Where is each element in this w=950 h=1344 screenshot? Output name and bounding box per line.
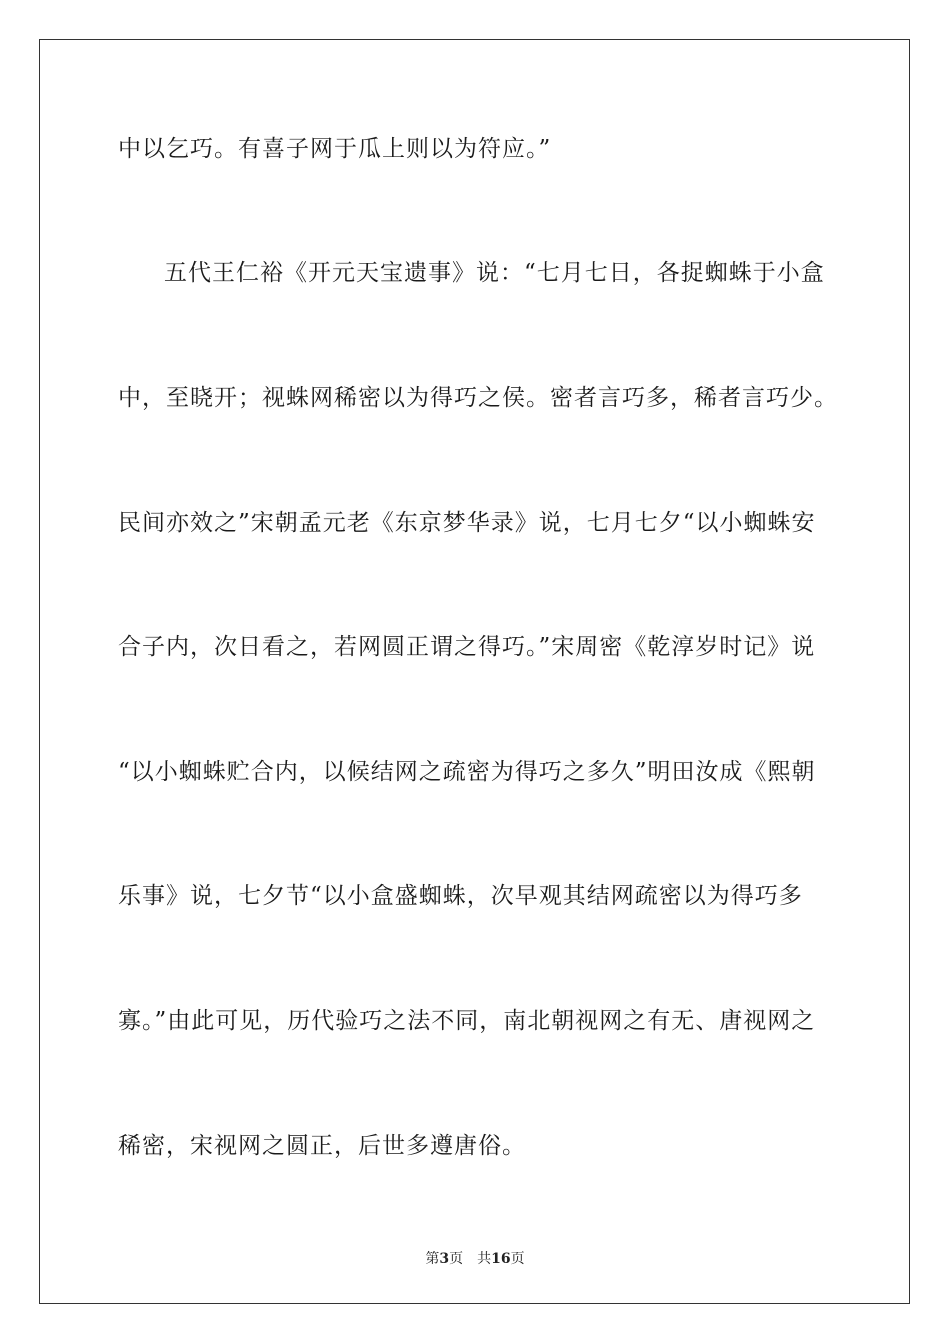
page-prefix: 第 [425,1251,440,1267]
total-prefix: 共 [477,1251,492,1267]
paragraph-line-6: “以小蜘蛛贮合内，以候结网之疏密为得巧之多久”明田汝成《熙朝 [118,759,816,785]
paragraph-line-4: 民间亦效之”宋朝孟元老《东京梦华录》说，七月七夕“以小蜘蛛安 [118,510,816,536]
page-footer [0,1248,950,1268]
page-suffix: 页 [449,1251,464,1267]
paragraph-line-7: 乐事》说，七夕节“以小盒盛蜘蛛，次早观其结网疏密以为得巧多 [118,883,803,909]
paragraph-line-8: 寡。”由此可见，历代验巧之法不同，南北朝视网之有无、唐视网之 [118,1008,816,1034]
total-pages: 16 [491,1251,511,1267]
total-suffix: 页 [510,1251,525,1267]
paragraph-line-1: 中以乞巧。有喜子网于瓜上则以为符应。” [118,136,552,162]
page-number: 3 [439,1251,450,1267]
page-border [39,39,910,1304]
paragraph-line-3: 中，至晓开；视蛛网稀密以为得巧之侯。密者言巧多，稀者言巧少。 [118,385,838,411]
paragraph-line-5: 合子内，次日看之，若网圆正谓之得巧。”宋周密《乾淳岁时记》说 [118,634,816,660]
paragraph-line-9: 稀密，宋视网之圆正，后世多遵唐俗。 [118,1133,526,1159]
paragraph-line-2: 五代王仁裕《开元天宝遗事》说：“七月七日，各捉蜘蛛于小盒 [164,260,825,286]
